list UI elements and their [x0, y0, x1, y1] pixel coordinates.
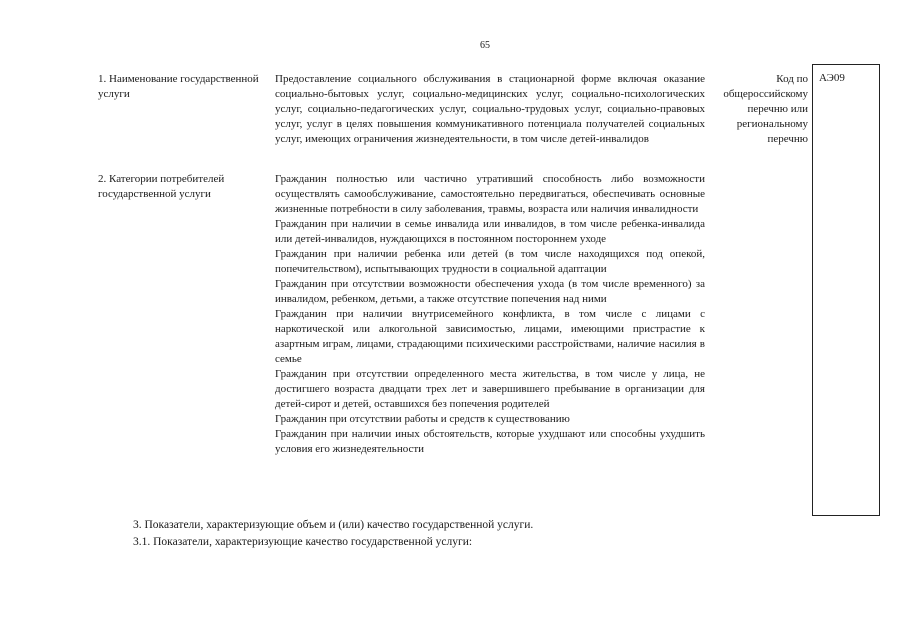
category-item: Гражданин при наличии в семье инвалида или инвалидов, в том числе ребенка-инвалида или детей-инвалидов, нуждающихся в постоянном постороннем уходе [275, 218, 705, 245]
consumer-categories-label: 2. Категории потребителей государственной услуги [98, 173, 225, 200]
page-number: 65 [480, 40, 490, 51]
category-item: Гражданин полностью или частично утративший способность либо возможности осуществлять самообслуживание, самостоятельно передвигаться, обеспечивать основные жизненные потребности в силу заболевания, травмы, возраста или наличия инвалидности [275, 173, 705, 215]
category-item: Гражданин при отсутствии определенного места жительства, в том числе у лица, не достигшего возраста двадцати трех лет и завершившего пребывание в организации для детей-сирот и детей, оставшихся без попечения родителей [275, 368, 705, 410]
category-item: Гражданин при наличии иных обстоятельств, которые ухудшают или способны ухудшить условия его жизнедеятельности [275, 428, 705, 455]
code-value: АЭ09 [819, 72, 845, 84]
consumer-categories-list [275, 172, 705, 457]
code-box [812, 64, 880, 516]
category-item: Гражданин при отсутствии работы и средств к существованию [275, 413, 570, 425]
quality-indicators-subtitle: 3.1. Показатели, характеризующие качество государственной услуги: [133, 536, 473, 548]
service-name-label: 1. Наименование государственной услуги [98, 73, 259, 100]
category-item: Гражданин при наличии ребенка или детей (в том числе находящихся под опекой, попечительством), испытывающих трудности в социальной адаптации [275, 248, 705, 275]
service-name-text: Предоставление социального обслуживания в стационарной форме включая оказание социально-бытовых услуг, социально-медицинских услуг, социально-психологических услуг, социально-педагогических услуг, социально-трудовых услуг, социально-правовых услуг, услуг в целях повышения коммуникативного потенциала получателей социальных услуг, имеющих ограничения жизнедеятельности, в том числе детей-инвалидов [275, 73, 705, 145]
code-label: Код по общероссийскому перечню или региональному перечню [723, 73, 808, 145]
category-item: Гражданин при отсутствии возможности обеспечения ухода (в том числе временного) за инвалидом, ребенком, детьми, а также отсутствие попечения над ними [275, 278, 705, 305]
indicators-title: 3. Показатели, характеризующие объем и (или) качество государственной услуги. [133, 519, 534, 531]
category-item: Гражданин при наличии внутрисемейного конфликта, в том числе с лицами с наркотической или алкогольной зависимостью, лицами, имеющими пристрастие к азартным играм, лицами, страдающими психическими расстройствами, наличие насилия в семье [275, 308, 705, 365]
